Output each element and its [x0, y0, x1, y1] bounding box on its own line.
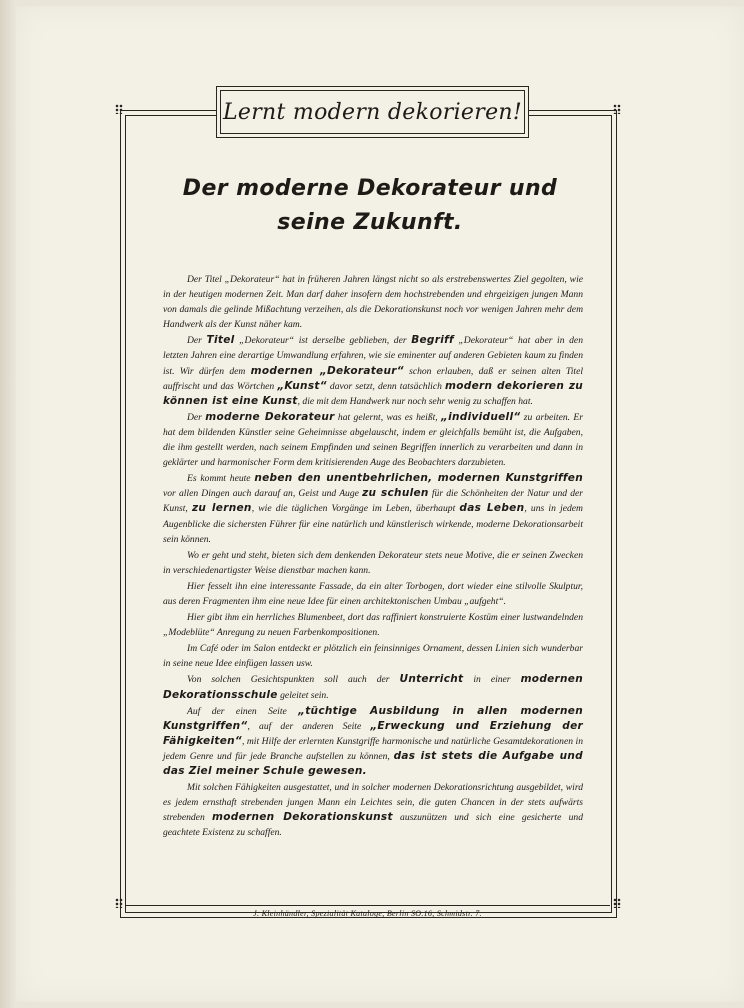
- title-box: [220, 90, 525, 134]
- corner-ornament: [613, 104, 621, 114]
- paragraph: [163, 272, 583, 332]
- paragraph-text: „Dekorateur“ ist derselbe geblieben, der: [234, 335, 412, 347]
- paragraph-text: in einer: [463, 674, 521, 686]
- page-edge: [0, 0, 16, 1008]
- paragraph: [163, 471, 583, 546]
- emphasized-text: modernen Dekorationskunst: [212, 811, 393, 824]
- paragraph-text: auszunützen und sich eine gesicherte und geachtete Existenz zu schaffen.: [163, 812, 583, 839]
- paragraph: [163, 410, 583, 470]
- paragraph-text: Im Café oder im Salon entdeckt er plötzlich ein feinsinniges Ornament, dessen Linien sich wunderbar in seine neue Idee einfügen lassen usw.: [163, 643, 583, 670]
- emphasized-text: Begriff: [411, 334, 454, 347]
- corner-ornament: [115, 104, 123, 114]
- footer-imprint: J. Kleinhändler, Spezialität Kataloge, Berlin SO.16, Schmidstr. 7.: [253, 909, 482, 918]
- paragraph: [163, 704, 583, 779]
- title-text: Lernt modern dekorieren!: [222, 99, 523, 125]
- emphasized-text: das Leben: [459, 502, 525, 515]
- emphasized-text: moderne Dekorateur: [205, 410, 335, 423]
- emphasized-text: „Kunst“: [277, 379, 327, 392]
- paragraph: [163, 641, 583, 671]
- paragraph: [163, 672, 583, 702]
- paragraph-text: „Dekorateur“ hat aber in den letzten Jahren eine derartige Umwandlung erfahren, wie sie eminenter auf anderen Gebieten kaum zu finden ist. Wir dürfen dem: [163, 335, 583, 377]
- footer-rule: [125, 905, 610, 906]
- paragraph: [163, 333, 583, 408]
- paragraph-text: Wo er geht und steht, bieten sich dem denkenden Dekorateur stets neue Motive, die er seinen Zwecken in verschiedenartigster Weise dienstbar machen kann.: [163, 549, 583, 576]
- paragraph: [163, 579, 583, 609]
- headline: Der moderne Dekorateur und seine Zukunft.: [182, 176, 558, 235]
- emphasized-text: Unterricht: [399, 673, 464, 686]
- emphasized-text: „tüchtige Ausbildung in allen modernen Kunstgriffen“: [163, 704, 583, 732]
- emphasized-text: zu lernen: [191, 502, 252, 515]
- paragraph-text: , wie die täglichen Vorgänge im Leben, überhaupt: [251, 503, 460, 515]
- paragraph-text: Hier gibt ihm ein herrliches Blumenbeet, dort das raffiniert konstruierte Kostüm einer lustwandelnden „Modeblüte“ Anregung zu neuen Farbenkompositionen.: [163, 612, 583, 639]
- paragraph: [163, 780, 583, 840]
- paragraph-text: , auf der anderen Seite: [247, 720, 371, 732]
- paragraph-text: Hier fesselt ihn eine interessante Fassade, da ein alter Torbogen, dort wieder eine stilvolle Skulptur, aus deren Fragmenten ihm eine neue Idee für einen architektonischen Umbau „aufgeht“.: [163, 580, 583, 607]
- emphasized-text: Titel: [206, 334, 235, 347]
- emphasized-text: das ist stets die Aufgabe und das Ziel meiner Schule gewesen.: [163, 749, 583, 777]
- paragraph-text: Mit solchen Fähigkeiten ausgestattet, und in solcher modernen Dekorationsrichtung ausgebildet, wird es jedem ernsthaft strebenden jungen Mann ein Leichtes sein, die guten Chancen in der stets aufwärts strebenden: [163, 782, 583, 824]
- emphasized-text: modernen „Dekorateur“: [250, 364, 404, 377]
- corner-ornament: [613, 898, 621, 908]
- paragraph-text: Der: [187, 335, 207, 347]
- paragraph: [163, 548, 583, 578]
- paragraph-text: , die mit dem Handwerk nur noch sehr wenig zu schaffen hat.: [297, 395, 533, 407]
- paragraph-text: davor setzt, denn tatsächlich: [326, 380, 446, 392]
- paragraph-text: hat gelernt, was es heißt,: [334, 411, 442, 423]
- emphasized-text: „Erweckung und Erziehung der Fähigkeiten“: [163, 719, 583, 747]
- paragraph-text: , mit Hilfe der erlernten Kunstgriffe harmonische und natürliche Gesamtdekorationen in jedem Genre und für jede Branche aufstellen zu können,: [163, 735, 583, 762]
- paragraph-text: schon erlauben, daß er seinen alten Titel auffrischt und das Wörtchen: [163, 365, 583, 392]
- paragraph-text: geleitet sein.: [277, 689, 329, 701]
- article-body: [163, 272, 583, 841]
- paragraph-text: Von solchen Gesichtspunkten soll auch der: [187, 674, 400, 686]
- emphasized-text: „individuell“: [441, 410, 521, 423]
- emphasized-text: zu schulen: [362, 487, 429, 500]
- paragraph-text: für die Schönheiten der Natur und der Kunst,: [163, 488, 583, 515]
- emphasized-text: modernen Dekorationsschule: [163, 673, 584, 701]
- paragraph: [163, 610, 583, 640]
- paragraph-text: vor allen Dingen auch darauf an, Geist und Auge: [163, 488, 363, 500]
- paragraph-text: Der Titel „Dekorateur“ hat in früheren Jahren längst nicht so als erstrebenswertes Ziel gegolten, wie in der heutigen modernen Zeit. Man darf daher insofern dem hochstrebenden und ehrgeizigen jungen Mann von damals die gelinde Mißachtung verzeihen, als die Dekorationskunst noch vor wenigen Jahren mehr dem Handwerk als der Kunst näher kam.: [163, 274, 583, 331]
- emphasized-text: modern dekorieren zu können ist eine Kunst: [163, 379, 583, 407]
- paragraph-text: , uns in jedem Augenblicke die sichersten Führer für eine natürlich und künstlerisch wirkende, moderne Dekorationsarbeit sein können.: [163, 503, 583, 545]
- paragraph-text: zu arbeiten. Er hat dem bildenden Künstler seine Geheimnisse abgelauscht, indem er gleichfalls bemüht ist, die Aufgaben, die ihm gestellt werden, nach seinem Empfinden und seinen Begriffen innerlich zu verarbeiten und dann in geklärter und harmonischer Form dem kritisierenden Auge des Beobachters darzubieten.: [163, 411, 583, 469]
- paragraph-text: Der: [187, 411, 206, 423]
- paragraph-text: Es kommt heute: [187, 473, 255, 485]
- paragraph-text: Auf der einen Seite: [187, 705, 299, 717]
- emphasized-text: neben den unentbehrlichen, modernen Kunstgriffen: [254, 472, 583, 485]
- corner-ornament: [115, 898, 123, 908]
